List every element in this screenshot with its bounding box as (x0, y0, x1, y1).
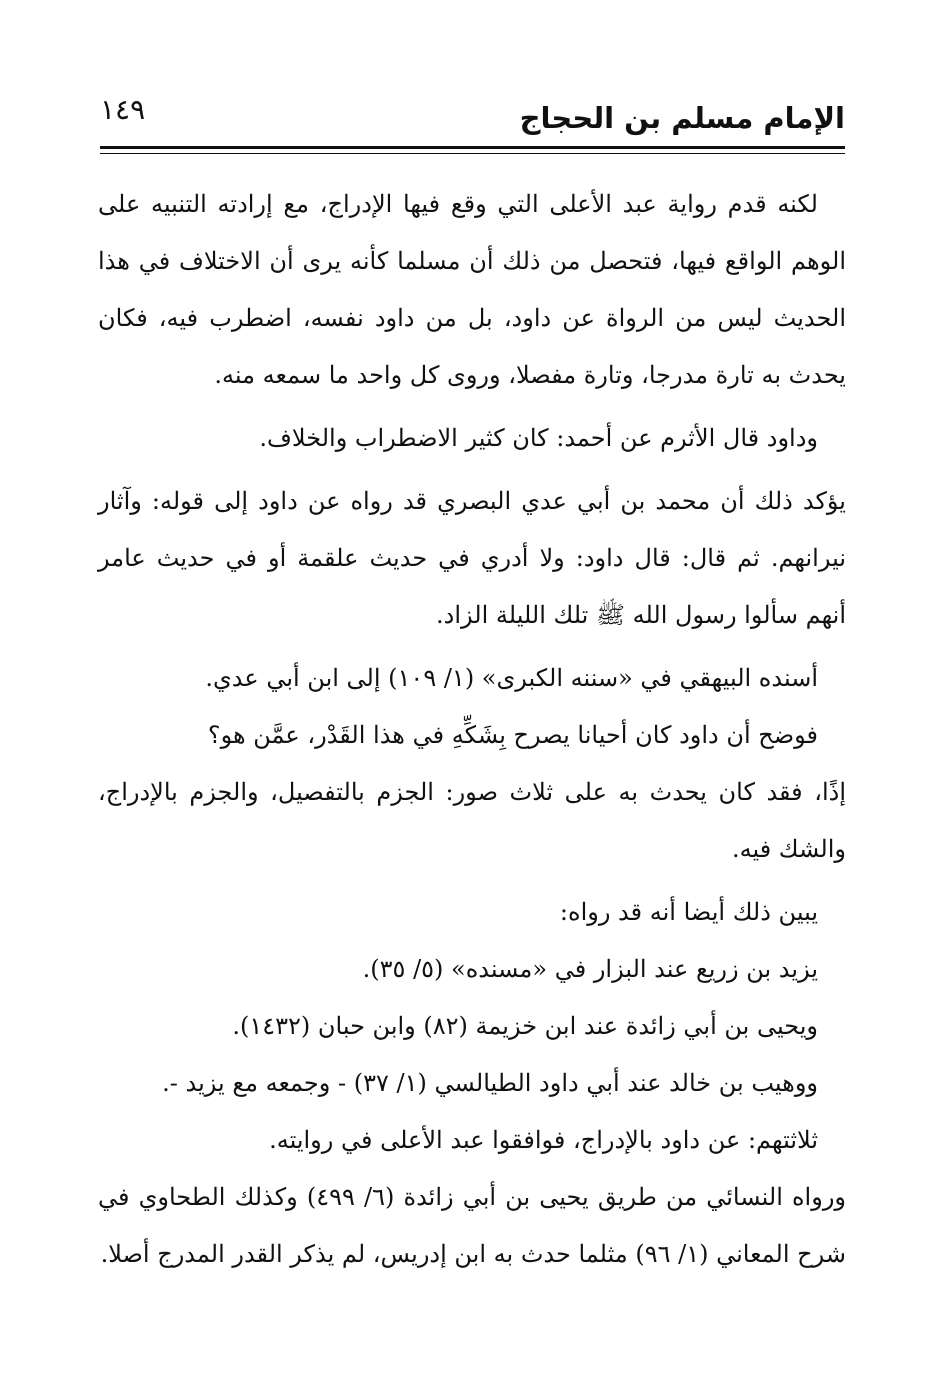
page-header (100, 88, 845, 144)
paragraph: أسنده البيهقي في «سننه الكبرى» (١/ ١٠٩) إلى ابن أبي عدي. (205, 664, 818, 692)
paragraph: فوضح أن داود كان أحيانا يصرح بِشَكِّهِ في هذا القَدْر، عمَّن هو؟ (207, 721, 818, 749)
paragraph: إذًا، فقد كان يحدث به على ثلاث صور: الجزم بالتفصيل، والجزم بالإدراج، والشك فيه. (98, 778, 846, 863)
header-rule-thin (100, 153, 845, 154)
running-title: الإمام مسلم بن الحجاج (519, 101, 845, 135)
paragraph: ويحيى بن أبي زائدة عند ابن خزيمة (٨٢) وابن حبان (١٤٣٢). (232, 1012, 818, 1040)
paragraph: ووهيب بن خالد عند أبي داود الطيالسي (١/ ٣٧) - وجمعه مع يزيد -. (162, 1069, 818, 1097)
paragraph: لكنه قدم رواية عبد الأعلى التي وقع فيها الإدراج، مع إرادته التنبيه على الوهم الواقع فيها، فتحصل من ذلك أن مسلما كأنه يرى أن الاختلاف في هذا الحديث ليس من الرواة عن داود، بل من داود نفسه، اضطرب فيه، فكان يحدث به تارة مدرجا، وتارة مفصلا، وروى كل واحد ما سمعه منه. (98, 190, 846, 389)
paragraph: وداود قال الأثرم عن أحمد: كان كثير الاضطراب والخلاف. (259, 424, 818, 452)
page-number: ١٤٩ (100, 93, 146, 126)
paragraph: يزيد بن زريع عند البزار في «مسنده» (٥/ ٣٥). (362, 955, 818, 983)
body-text (98, 176, 846, 1283)
paragraph: يبين ذلك أيضا أنه قد رواه: (559, 898, 818, 926)
paragraph: يؤكد ذلك أن محمد بن أبي عدي البصري قد رواه عن داود إلى قوله: وآثار نيرانهم. ثم قال: قال داود: ولا أدري في حديث علقمة أو في حديث عامر أنهم سألوا رسول الله ﷺ تلك الليلة الزاد. (98, 487, 846, 629)
header-rule-thick (100, 146, 845, 149)
paragraph: ثلاثتهم: عن داود بالإدراج، فوافقوا عبد الأعلى في روايته. (269, 1126, 818, 1154)
paragraph: ورواه النسائي من طريق يحيى بن أبي زائدة (٦/ ٤٩٩) وكذلك الطحاوي في شرح المعاني (١/ ٩٦) مثلما حدث به ابن إدريس، لم يذكر القدر المدرج أصلا. (98, 1183, 846, 1268)
